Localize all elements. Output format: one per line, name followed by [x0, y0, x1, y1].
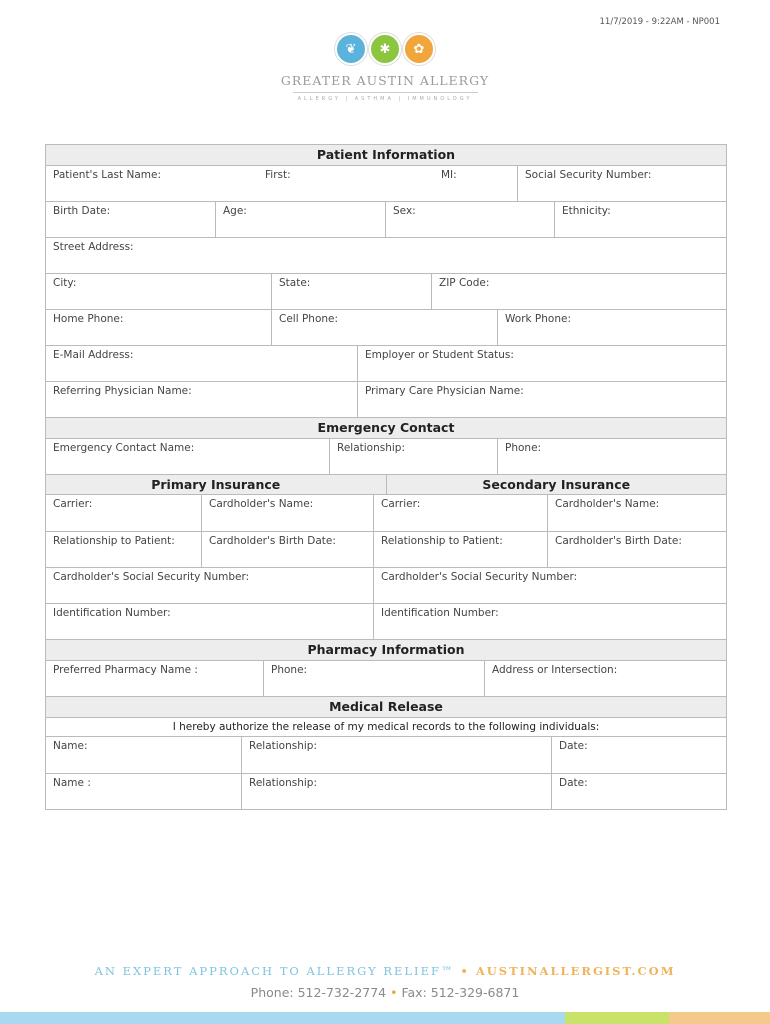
- sex-field[interactable]: Sex:: [386, 202, 555, 237]
- primary-carrier-field[interactable]: Carrier:: [46, 495, 202, 531]
- pharmacy-name-field[interactable]: Preferred Pharmacy Name :: [46, 661, 264, 696]
- slogan-text: AN EXPERT APPROACH TO ALLERGY RELIEF™: [94, 964, 455, 978]
- release-name-1-field[interactable]: Name:: [46, 737, 242, 773]
- email-field[interactable]: E-Mail Address:: [46, 346, 358, 381]
- pharmacy-address-field[interactable]: Address or Intersection:: [492, 664, 618, 676]
- primary-cardholder-name-field[interactable]: Cardholder's Name:: [202, 495, 374, 531]
- footer-slogan: AN EXPERT APPROACH TO ALLERGY RELIEF™ • AUSTINALLERGIST.COM: [94, 964, 676, 978]
- referring-physician-field[interactable]: Referring Physician Name:: [46, 382, 358, 417]
- phone-number: Phone: 512-732-2774: [250, 985, 387, 1000]
- print-timestamp: 11/7/2019 - 9:22AM - NP001: [599, 17, 720, 27]
- city-field[interactable]: City:: [46, 274, 272, 309]
- emergency-phone-field[interactable]: Phone:: [505, 442, 542, 454]
- website-link[interactable]: AUSTINALLERGIST.COM: [475, 964, 676, 978]
- bee-icon: ✱: [369, 33, 401, 65]
- section-secondary-insurance: Secondary Insurance: [387, 475, 727, 494]
- cell-phone-field[interactable]: Cell Phone:: [272, 310, 498, 345]
- peanut-icon: ✿: [403, 33, 435, 65]
- secondary-birth-date-field[interactable]: Cardholder's Birth Date:: [555, 535, 682, 547]
- primary-id-number-field[interactable]: Identification Number:: [46, 604, 374, 639]
- release-authorization-text: I hereby authorize the release of my medical records to the following individuals:: [46, 718, 726, 737]
- release-relationship-1-field[interactable]: Relationship:: [242, 737, 552, 773]
- primary-care-physician-field[interactable]: Primary Care Physician Name:: [365, 385, 524, 397]
- secondary-cardholder-ssn-field[interactable]: Cardholder's Social Security Number:: [381, 571, 578, 583]
- section-emergency-contact: Emergency Contact: [46, 418, 726, 439]
- mi-field[interactable]: MI:: [434, 166, 518, 201]
- brand-name: GREATER AUSTIN ALLERGY: [280, 73, 490, 88]
- street-address-field[interactable]: Street Address:: [53, 241, 134, 253]
- ssn-field[interactable]: Social Security Number:: [525, 169, 652, 181]
- release-date-1-field[interactable]: Date:: [559, 740, 588, 752]
- brand-tagline: ALLERGY | ASTHMA | IMMUNOLOGY: [297, 96, 473, 102]
- first-name-field[interactable]: First:: [265, 169, 291, 181]
- section-patient-information: Patient Information: [46, 145, 726, 166]
- secondary-cardholder-name-field[interactable]: Cardholder's Name:: [555, 498, 660, 510]
- age-field[interactable]: Age:: [216, 202, 386, 237]
- pharmacy-phone-field[interactable]: Phone:: [264, 661, 485, 696]
- ethnicity-field[interactable]: Ethnicity:: [562, 205, 611, 217]
- release-date-2-field[interactable]: Date:: [559, 777, 588, 789]
- section-pharmacy-information: Pharmacy Information: [46, 640, 726, 661]
- fax-number: Fax: 512-329-6871: [401, 985, 520, 1000]
- section-primary-insurance: Primary Insurance: [46, 475, 387, 494]
- section-medical-release: Medical Release: [46, 697, 726, 718]
- home-phone-field[interactable]: Home Phone:: [46, 310, 272, 345]
- work-phone-field[interactable]: Work Phone:: [505, 313, 571, 325]
- patient-form: [45, 144, 727, 810]
- secondary-carrier-field[interactable]: Carrier:: [374, 495, 548, 531]
- logo: [0, 33, 770, 102]
- secondary-relationship-field[interactable]: Relationship to Patient:: [374, 532, 548, 567]
- leaf-icon: ❦: [335, 33, 367, 65]
- release-relationship-2-field[interactable]: Relationship:: [242, 774, 552, 809]
- emergency-contact-name-field[interactable]: Emergency Contact Name:: [46, 439, 330, 474]
- primary-birth-date-field[interactable]: Cardholder's Birth Date:: [202, 532, 374, 567]
- primary-cardholder-ssn-field[interactable]: Cardholder's Social Security Number:: [46, 568, 374, 603]
- state-field[interactable]: State:: [272, 274, 432, 309]
- birth-date-field[interactable]: Birth Date:: [46, 202, 216, 237]
- secondary-id-number-field[interactable]: Identification Number:: [381, 607, 499, 619]
- zip-field[interactable]: ZIP Code:: [439, 277, 490, 289]
- primary-relationship-field[interactable]: Relationship to Patient:: [46, 532, 202, 567]
- release-name-2-field[interactable]: Name :: [46, 774, 242, 809]
- footer-contact: Phone: 512-732-2774 • Fax: 512-329-6871: [250, 985, 520, 1000]
- footer-color-bar: [0, 1012, 770, 1024]
- emergency-relationship-field[interactable]: Relationship:: [330, 439, 498, 474]
- last-name-field[interactable]: Patient's Last Name:: [53, 169, 161, 181]
- employer-status-field[interactable]: Employer or Student Status:: [365, 349, 514, 361]
